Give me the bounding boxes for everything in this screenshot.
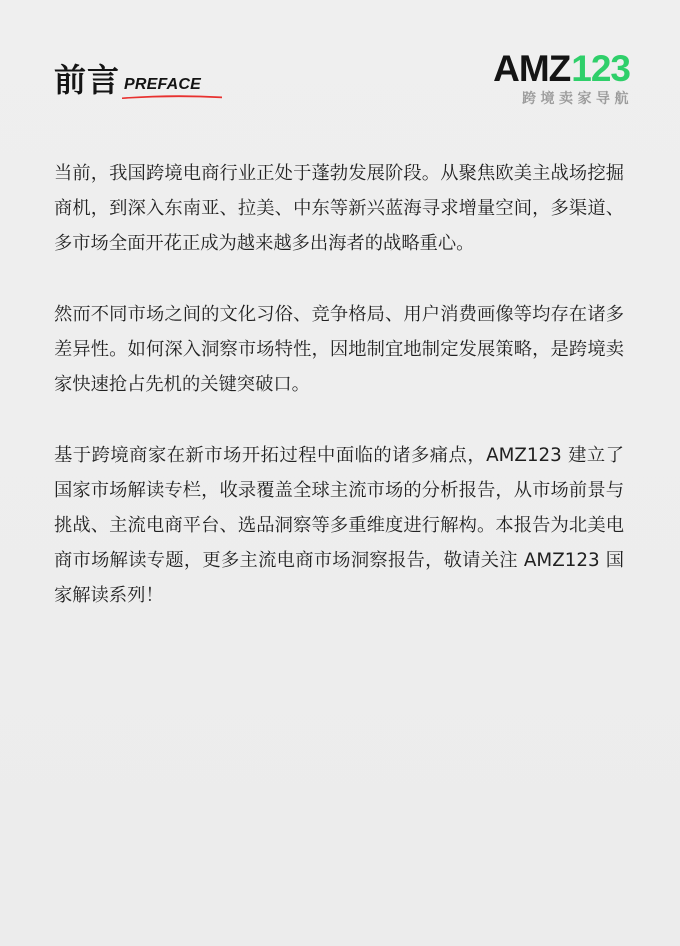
paragraph-3: 基于跨境商家在新市场开拓过程中面临的诸多痛点，AMZ123 建立了国家市场解读专栏，收录覆盖全球主流市场的分析报告，从市场前景与挑战、主流电商平台、选品洞察等多重维度进行解构。本报告为北美电商市场解读专题，更多主流电商市场洞察报告，敬请关注 AMZ123 国家解读系列！ [54, 445, 624, 606]
logo-number-text: 123 [571, 48, 630, 89]
heading-underline-swoosh [122, 93, 222, 99]
paragraph-1: 当前，我国跨境电商行业正处于蓬勃发展阶段。从聚焦欧美主战场挖掘商机，到深入东南亚、拉美、中东等新兴蓝海寻求增量空间，多渠道、多市场全面开花正成为越来越多出海者的战略重心。 [54, 163, 624, 254]
heading-title-en-wrap [124, 74, 201, 94]
preface-body [54, 156, 624, 649]
heading-title-cn: 前言 [54, 61, 121, 99]
logo-brand-text: AMZ [493, 48, 571, 89]
amz123-logo [480, 48, 633, 110]
preface-heading [54, 58, 201, 98]
logo-tagline: 跨境卖家导航 [522, 91, 633, 107]
heading-title-en: PREFACE [124, 76, 201, 93]
paragraph-2: 然而不同市场之间的文化习俗、竞争格局、用户消费画像等均存在诸多差异性。如何深入洞察市场特性，因地制宜地制定发展策略，是跨境卖家快速抢占先机的关键突破口。 [54, 304, 624, 395]
logo-mark [480, 50, 630, 88]
